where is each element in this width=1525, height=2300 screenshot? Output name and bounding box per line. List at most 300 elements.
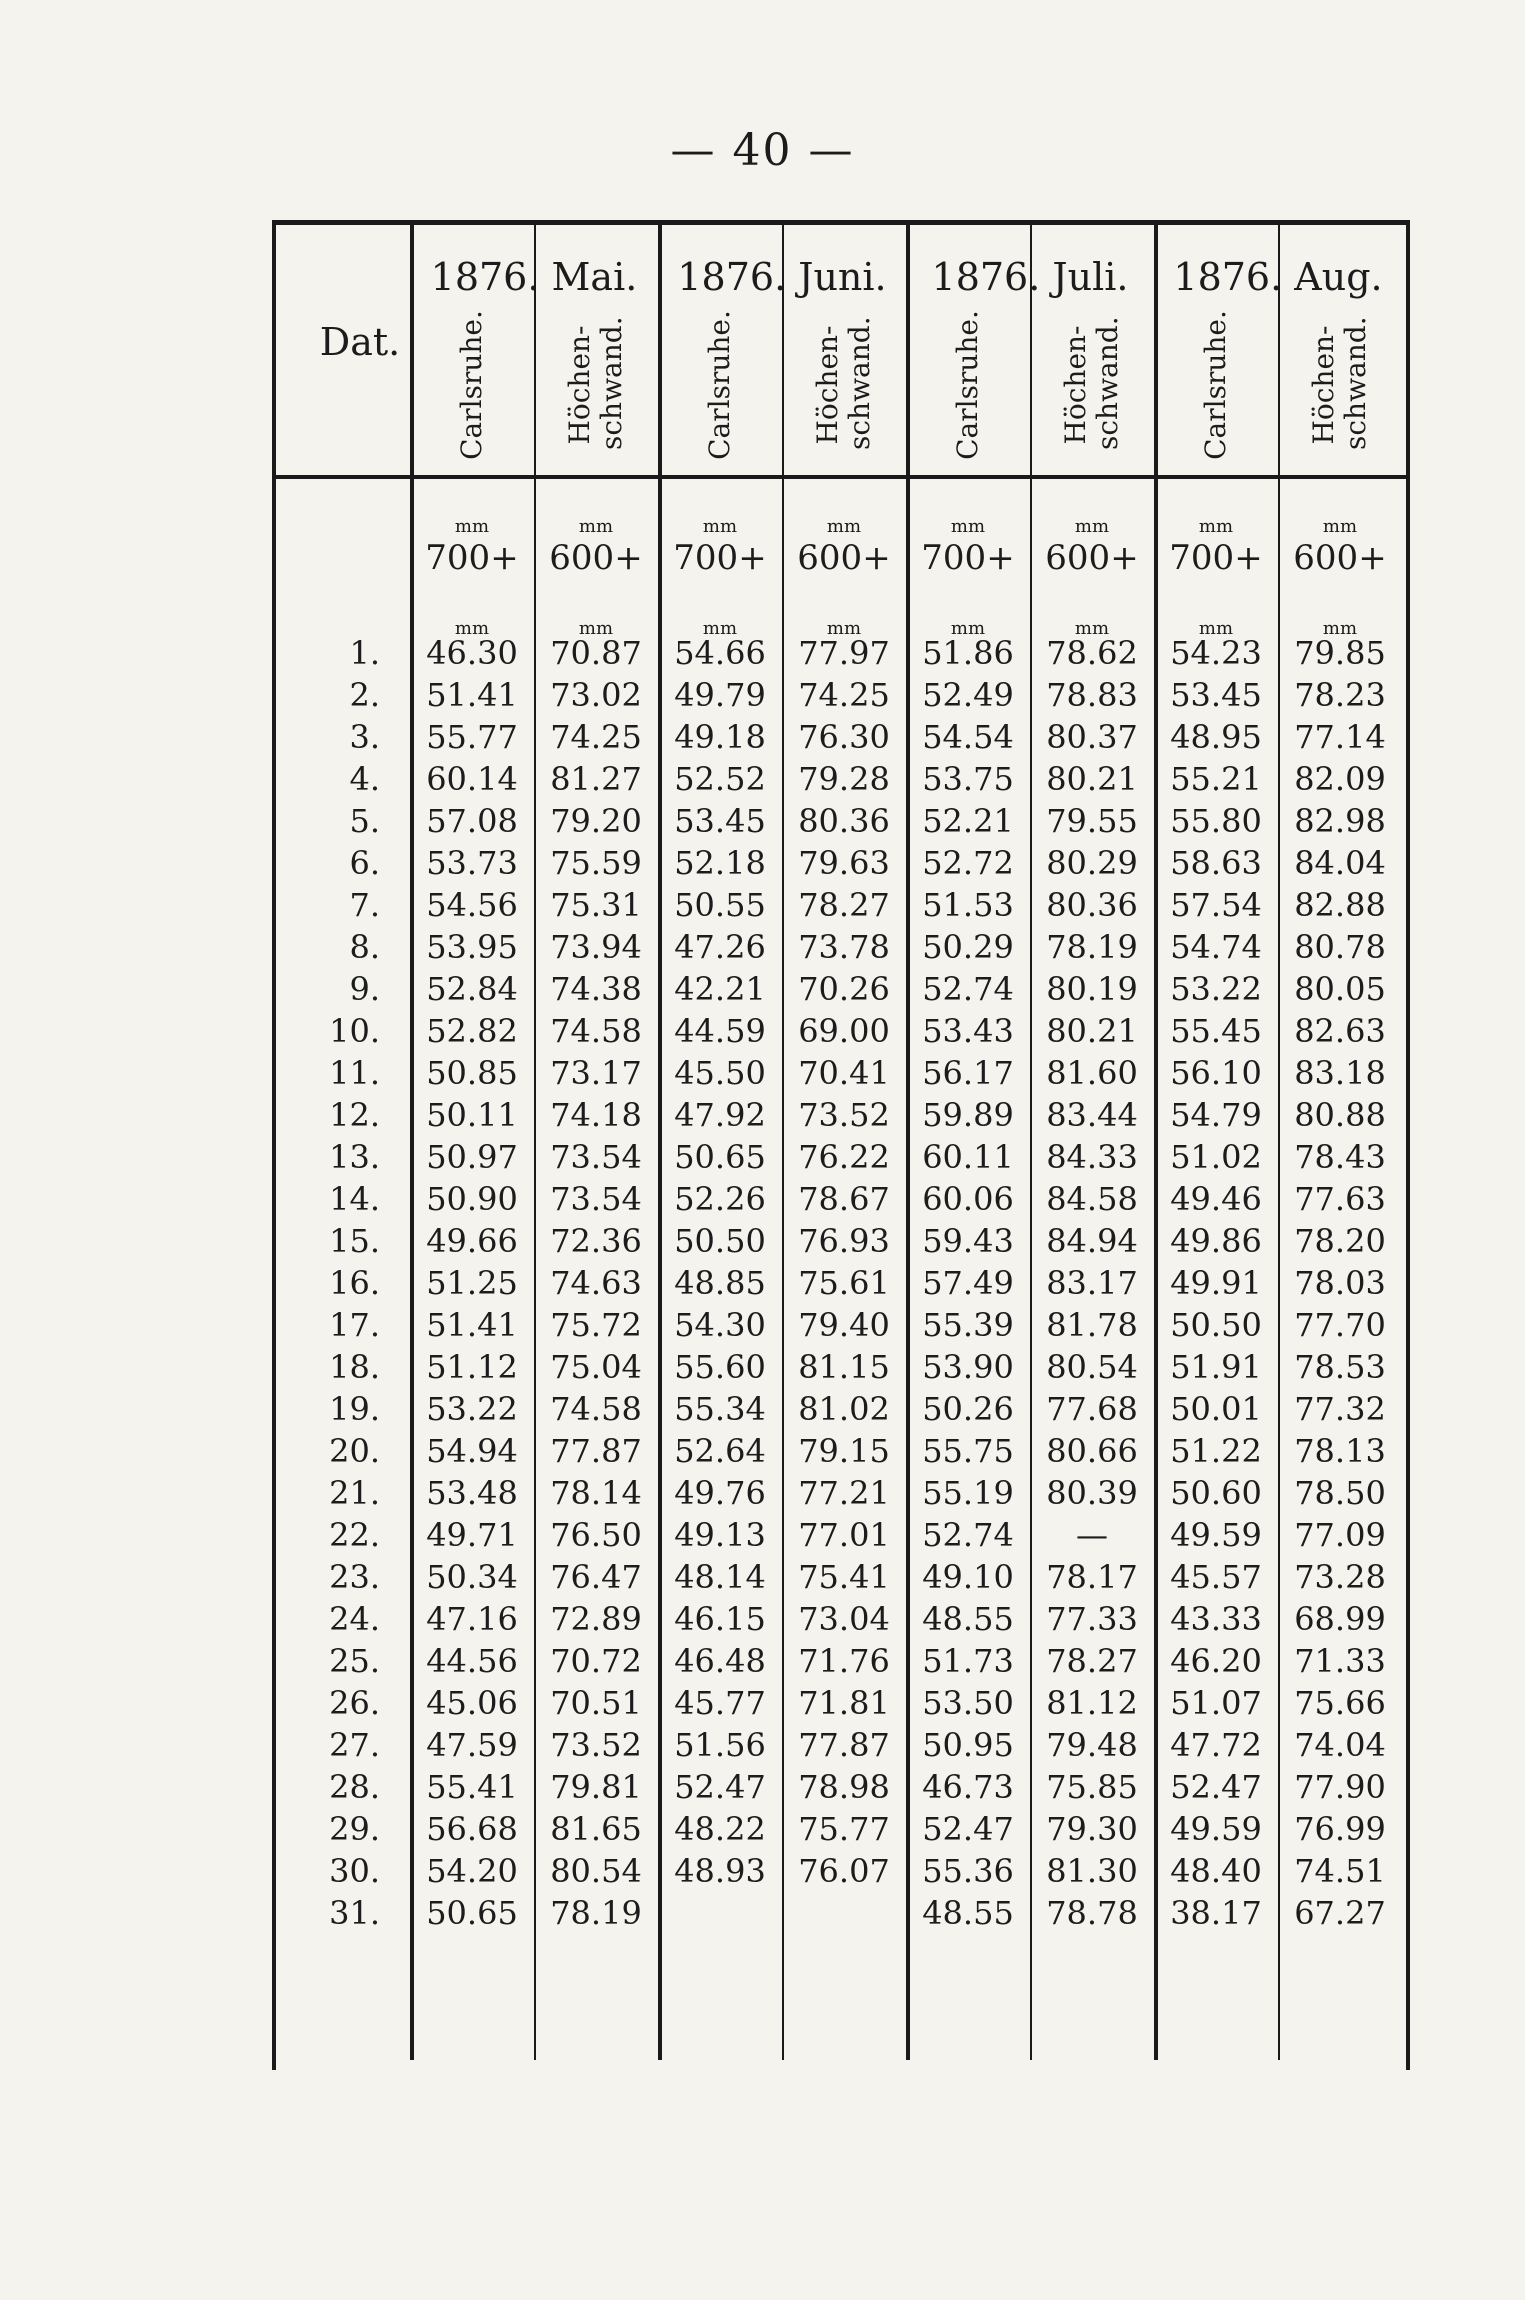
- table-cell: 57.08: [426, 802, 518, 840]
- table-cell: 81.15: [798, 1348, 890, 1386]
- table-cell: 81.12: [1046, 1684, 1138, 1722]
- table-cell: 75.72: [550, 1306, 642, 1344]
- table-cell: 78.67: [798, 1180, 890, 1218]
- table-cell: 79.85: [1294, 634, 1386, 672]
- table-cell: 44.56: [426, 1642, 518, 1680]
- base-value: 700+: [425, 538, 519, 578]
- table-cell: 73.17: [550, 1054, 642, 1092]
- day-label: 28.: [329, 1768, 380, 1806]
- table-cell: 50.01: [1170, 1390, 1262, 1428]
- unit-mm: mm: [950, 618, 986, 639]
- table-cell: 72.89: [550, 1600, 642, 1638]
- table-cell: 77.01: [798, 1516, 890, 1554]
- unit-mm: mm: [1322, 516, 1358, 537]
- table-cell: 54.20: [426, 1852, 518, 1890]
- station-label: Carlsruhe.: [951, 310, 984, 460]
- table-cell: 79.40: [798, 1306, 890, 1344]
- table-cell: 49.71: [426, 1516, 518, 1554]
- base-value: 600+: [797, 538, 891, 578]
- table-cell: 45.06: [426, 1684, 518, 1722]
- table-cell: 80.66: [1046, 1432, 1138, 1470]
- station-header: [782, 300, 906, 470]
- table-cell: 79.55: [1046, 802, 1138, 840]
- table-cell: 56.68: [426, 1810, 518, 1848]
- table-cell: 70.41: [798, 1054, 890, 1092]
- unit-mm: mm: [1198, 516, 1234, 537]
- table-cell: 52.52: [674, 760, 766, 798]
- day-label: 5.: [349, 802, 380, 840]
- table-cell: 49.86: [1170, 1222, 1262, 1260]
- table-cell: 52.74: [922, 970, 1014, 1008]
- day-label: 15.: [329, 1222, 380, 1260]
- unit-mm: mm: [1074, 618, 1110, 639]
- table-cell: 52.47: [1170, 1768, 1262, 1806]
- table-cell: 55.41: [426, 1768, 518, 1806]
- table-cell: 49.59: [1170, 1810, 1262, 1848]
- table-cell: 51.25: [426, 1264, 518, 1302]
- table-cell: 47.72: [1170, 1726, 1262, 1764]
- table-cell: 53.48: [426, 1474, 518, 1512]
- table-cell: 50.85: [426, 1054, 518, 1092]
- table-cell: 74.25: [550, 718, 642, 756]
- unit-mm: mm: [826, 516, 862, 537]
- table-cell: 75.59: [550, 844, 642, 882]
- station-label: Carlsruhe.: [703, 310, 736, 460]
- table-cell: 77.87: [550, 1432, 642, 1470]
- table-cell: 77.63: [1294, 1180, 1386, 1218]
- station-header: [534, 300, 658, 470]
- table-cell: 48.85: [674, 1264, 766, 1302]
- table-cell: 52.72: [922, 844, 1014, 882]
- table-cell: 55.39: [922, 1306, 1014, 1344]
- table-cell: 75.61: [798, 1264, 890, 1302]
- table-cell: 79.81: [550, 1768, 642, 1806]
- table-cell: 78.62: [1046, 634, 1138, 672]
- table-cell: 45.77: [674, 1684, 766, 1722]
- table-cell: 50.26: [922, 1390, 1014, 1428]
- table-cell: 80.36: [1046, 886, 1138, 924]
- table-cell: 75.85: [1046, 1768, 1138, 1806]
- base-value: 600+: [549, 538, 643, 578]
- table-cell: 56.17: [922, 1054, 1014, 1092]
- table-cell: 73.94: [550, 928, 642, 966]
- table-cell: 70.26: [798, 970, 890, 1008]
- table-cell: 81.65: [550, 1810, 642, 1848]
- table-cell: 49.46: [1170, 1180, 1262, 1218]
- table-cell: 45.50: [674, 1054, 766, 1092]
- table-cell: 78.83: [1046, 676, 1138, 714]
- base-value: 700+: [673, 538, 767, 578]
- table-cell: 71.76: [798, 1642, 890, 1680]
- table-cell: 73.54: [550, 1138, 642, 1176]
- table-cell: 52.84: [426, 970, 518, 1008]
- unit-cell: [782, 518, 906, 580]
- table-cell: 76.50: [550, 1516, 642, 1554]
- table-cell: 57.49: [922, 1264, 1014, 1302]
- table-cell: 48.55: [922, 1600, 1014, 1638]
- table-cell: 78.43: [1294, 1138, 1386, 1176]
- table-cell: 78.20: [1294, 1222, 1386, 1260]
- table-cell: 81.78: [1046, 1306, 1138, 1344]
- day-label: 4.: [349, 760, 380, 798]
- day-label: 30.: [329, 1852, 380, 1890]
- table-cell: 50.11: [426, 1096, 518, 1134]
- table-cell: 55.60: [674, 1348, 766, 1386]
- day-label: 27.: [329, 1726, 380, 1764]
- table-cell: 47.92: [674, 1096, 766, 1134]
- table-cell: —: [1076, 1516, 1108, 1554]
- table-cell: 74.18: [550, 1096, 642, 1134]
- unit-cell: [1278, 518, 1402, 580]
- unit-mm: mm: [950, 516, 986, 537]
- table-cell: 80.05: [1294, 970, 1386, 1008]
- unit-mm: mm: [702, 618, 738, 639]
- day-label: 1.: [349, 634, 380, 672]
- unit-cell: [906, 518, 1030, 580]
- table-cell: 74.38: [550, 970, 642, 1008]
- table-cell: 78.23: [1294, 676, 1386, 714]
- table-cell: 71.81: [798, 1684, 890, 1722]
- table-cell: 46.73: [922, 1768, 1014, 1806]
- table-cell: 55.21: [1170, 760, 1262, 798]
- unit-mm: mm: [454, 516, 490, 537]
- table-cell: 70.51: [550, 1684, 642, 1722]
- table-cell: 48.93: [674, 1852, 766, 1890]
- table-cell: 55.80: [1170, 802, 1262, 840]
- table-cell: 78.27: [798, 886, 890, 924]
- table-cell: 84.33: [1046, 1138, 1138, 1176]
- table-cell: 83.18: [1294, 1054, 1386, 1092]
- station-header: [658, 300, 782, 470]
- table-cell: 77.87: [798, 1726, 890, 1764]
- table-cell: 76.47: [550, 1558, 642, 1596]
- table-cell: 53.73: [426, 844, 518, 882]
- table-cell: 84.04: [1294, 844, 1386, 882]
- base-value: 700+: [1169, 538, 1263, 578]
- station-label: Höchen-schwand.: [1307, 316, 1372, 450]
- station-label: Höchen-schwand.: [1059, 316, 1124, 450]
- table-cell: 50.97: [426, 1138, 518, 1176]
- header-separator: [272, 475, 1406, 479]
- table-cell: 46.30: [426, 634, 518, 672]
- table-cell: 54.94: [426, 1432, 518, 1470]
- month-header-juni: 1876. Juni.: [677, 255, 887, 299]
- table-cell: 47.16: [426, 1600, 518, 1638]
- day-label: 12.: [329, 1096, 380, 1134]
- station-label: Höchen-schwand.: [811, 316, 876, 450]
- day-label: 20.: [329, 1432, 380, 1470]
- table-cell: 76.07: [798, 1852, 890, 1890]
- table-cell: 80.39: [1046, 1474, 1138, 1512]
- month-header-juli: 1876. Juli.: [931, 255, 1129, 299]
- table-cell: 72.36: [550, 1222, 642, 1260]
- table-cell: 53.22: [426, 1390, 518, 1428]
- day-label: 22.: [329, 1516, 380, 1554]
- table-cell: 49.79: [674, 676, 766, 714]
- table-cell: 50.95: [922, 1726, 1014, 1764]
- table-cell: 54.56: [426, 886, 518, 924]
- table-cell: 59.89: [922, 1096, 1014, 1134]
- day-label: 24.: [329, 1600, 380, 1638]
- table-cell: 75.77: [798, 1810, 890, 1848]
- table-cell: 53.45: [674, 802, 766, 840]
- table-cell: 77.32: [1294, 1390, 1386, 1428]
- table-cell: 78.13: [1294, 1432, 1386, 1470]
- table-cell: 77.97: [798, 634, 890, 672]
- table-cell: 82.09: [1294, 760, 1386, 798]
- table-cell: 46.20: [1170, 1642, 1262, 1680]
- station-label: Carlsruhe.: [455, 310, 488, 460]
- table-cell: 56.10: [1170, 1054, 1262, 1092]
- unit-mm: mm: [578, 618, 614, 639]
- table-cell: 80.78: [1294, 928, 1386, 966]
- base-value: 700+: [921, 538, 1015, 578]
- table-cell: 79.63: [798, 844, 890, 882]
- table-cell: 54.79: [1170, 1096, 1262, 1134]
- unit-mm: mm: [702, 516, 738, 537]
- table-cell: 47.59: [426, 1726, 518, 1764]
- month-header-mai: 1876. Mai.: [430, 255, 638, 299]
- unit-mm: mm: [1074, 516, 1110, 537]
- table-cell: 49.66: [426, 1222, 518, 1260]
- table-cell: 83.44: [1046, 1096, 1138, 1134]
- table-cell: 53.45: [1170, 676, 1262, 714]
- table-cell: 52.74: [922, 1516, 1014, 1554]
- table-cell: 45.57: [1170, 1558, 1262, 1596]
- table-cell: 46.15: [674, 1600, 766, 1638]
- table-cell: 70.87: [550, 634, 642, 672]
- table-cell: 75.31: [550, 886, 642, 924]
- table-cell: 77.09: [1294, 1516, 1386, 1554]
- table-cell: 67.27: [1294, 1894, 1386, 1932]
- table-cell: 78.98: [798, 1768, 890, 1806]
- table-cell: 74.58: [550, 1012, 642, 1050]
- day-label: 17.: [329, 1306, 380, 1344]
- table-cell: 55.36: [922, 1852, 1014, 1890]
- table-cell: 49.91: [1170, 1264, 1262, 1302]
- table-cell: 58.63: [1170, 844, 1262, 882]
- table-cell: 53.22: [1170, 970, 1262, 1008]
- table-cell: 84.58: [1046, 1180, 1138, 1218]
- unit-cell: [1154, 518, 1278, 580]
- table-cell: 51.41: [426, 676, 518, 714]
- table-cell: 77.21: [798, 1474, 890, 1512]
- table-cell: 78.27: [1046, 1642, 1138, 1680]
- table-cell: 50.34: [426, 1558, 518, 1596]
- table-cell: 54.23: [1170, 634, 1262, 672]
- table-cell: 51.91: [1170, 1348, 1262, 1386]
- table-cell: 53.50: [922, 1684, 1014, 1722]
- unit-mm: mm: [1322, 618, 1358, 639]
- station-header: [1030, 300, 1154, 470]
- table-cell: 51.73: [922, 1642, 1014, 1680]
- table-cell: 51.07: [1170, 1684, 1262, 1722]
- table-cell: 73.78: [798, 928, 890, 966]
- table-cell: 74.04: [1294, 1726, 1386, 1764]
- table-cell: 82.63: [1294, 1012, 1386, 1050]
- table-cell: 73.52: [798, 1096, 890, 1134]
- table-cell: 80.29: [1046, 844, 1138, 882]
- table-cell: 73.52: [550, 1726, 642, 1764]
- table-cell: 80.54: [1046, 1348, 1138, 1386]
- table-cell: 51.02: [1170, 1138, 1262, 1176]
- table-cell: 55.45: [1170, 1012, 1262, 1050]
- table-cell: 52.21: [922, 802, 1014, 840]
- table-cell: 79.28: [798, 760, 890, 798]
- table-cell: 80.54: [550, 1852, 642, 1890]
- table-cell: 78.50: [1294, 1474, 1386, 1512]
- station-header: [906, 300, 1030, 470]
- base-value: 600+: [1293, 538, 1387, 578]
- table-cell: 73.02: [550, 676, 642, 714]
- table-cell: 42.21: [674, 970, 766, 1008]
- table-cell: 53.90: [922, 1348, 1014, 1386]
- table-cell: 57.54: [1170, 886, 1262, 924]
- table-cell: 50.60: [1170, 1474, 1262, 1512]
- table-cell: 80.19: [1046, 970, 1138, 1008]
- table-cell: 48.22: [674, 1810, 766, 1848]
- table-cell: 52.64: [674, 1432, 766, 1470]
- table-cell: 81.02: [798, 1390, 890, 1428]
- table-cell: 51.22: [1170, 1432, 1262, 1470]
- table-cell: 77.33: [1046, 1600, 1138, 1638]
- unit-mm: mm: [578, 516, 614, 537]
- table-cell: 77.90: [1294, 1768, 1386, 1806]
- table-cell: 51.41: [426, 1306, 518, 1344]
- unit-mm: mm: [826, 618, 862, 639]
- day-label: 2.: [349, 676, 380, 714]
- day-label: 8.: [349, 928, 380, 966]
- table-cell: 78.78: [1046, 1894, 1138, 1932]
- table-cell: 75.41: [798, 1558, 890, 1596]
- table-cell: 60.11: [922, 1138, 1014, 1176]
- table-cell: 50.29: [922, 928, 1014, 966]
- day-label: 7.: [349, 886, 380, 924]
- table-cell: 73.54: [550, 1180, 642, 1218]
- table-cell: 80.21: [1046, 1012, 1138, 1050]
- day-label: 23.: [329, 1558, 380, 1596]
- table-cell: 71.33: [1294, 1642, 1386, 1680]
- table-cell: 49.13: [674, 1516, 766, 1554]
- day-label: 9.: [349, 970, 380, 1008]
- table-cell: 51.12: [426, 1348, 518, 1386]
- table-cell: 76.30: [798, 718, 890, 756]
- table-cell: 75.66: [1294, 1684, 1386, 1722]
- table-cell: 53.43: [922, 1012, 1014, 1050]
- table-cell: 74.58: [550, 1390, 642, 1428]
- table-cell: 53.75: [922, 760, 1014, 798]
- table-cell: 84.94: [1046, 1222, 1138, 1260]
- table-cell: 50.50: [1170, 1306, 1262, 1344]
- table-cell: 49.18: [674, 718, 766, 756]
- table-cell: 74.25: [798, 676, 890, 714]
- table-cell: 82.98: [1294, 802, 1386, 840]
- table-cell: 76.22: [798, 1138, 890, 1176]
- table-cell: 52.47: [922, 1810, 1014, 1848]
- table-cell: 55.19: [922, 1474, 1014, 1512]
- month-header-aug: 1876. Aug.: [1173, 255, 1383, 299]
- table-cell: 55.75: [922, 1432, 1014, 1470]
- table-cell: 80.21: [1046, 760, 1138, 798]
- table-cell: 43.33: [1170, 1600, 1262, 1638]
- table-cell: 54.54: [922, 718, 1014, 756]
- station-header: [410, 300, 534, 470]
- table-cell: 77.14: [1294, 718, 1386, 756]
- table-cell: 53.95: [426, 928, 518, 966]
- table-cell: 50.65: [426, 1894, 518, 1932]
- unit-cell: [658, 518, 782, 580]
- day-label: 16.: [329, 1264, 380, 1302]
- station-header: [1278, 300, 1402, 470]
- table-cell: 50.50: [674, 1222, 766, 1260]
- table-cell: 49.10: [922, 1558, 1014, 1596]
- table-cell: 47.26: [674, 928, 766, 966]
- table-cell: 49.59: [1170, 1516, 1262, 1554]
- table-cell: 55.34: [674, 1390, 766, 1428]
- table-cell: 81.60: [1046, 1054, 1138, 1092]
- table-cell: 68.99: [1294, 1600, 1386, 1638]
- table-cell: 49.76: [674, 1474, 766, 1512]
- table-cell: 52.18: [674, 844, 766, 882]
- day-label: 25.: [329, 1642, 380, 1680]
- table-cell: 51.86: [922, 634, 1014, 672]
- table-cell: 79.20: [550, 802, 642, 840]
- station-header: [1154, 300, 1278, 470]
- day-label: 3.: [349, 718, 380, 756]
- table-cell: 50.55: [674, 886, 766, 924]
- table-cell: 51.56: [674, 1726, 766, 1764]
- base-value: 600+: [1045, 538, 1139, 578]
- unit-cell: [1030, 518, 1154, 580]
- table-cell: 82.88: [1294, 886, 1386, 924]
- day-label: 19.: [329, 1390, 380, 1428]
- table-cell: 69.00: [798, 1012, 890, 1050]
- day-label: 31.: [329, 1894, 380, 1932]
- table-cell: 51.53: [922, 886, 1014, 924]
- unit-cell: [410, 518, 534, 580]
- table-cell: 75.04: [550, 1348, 642, 1386]
- unit-cell: [534, 518, 658, 580]
- table-cell: 79.15: [798, 1432, 890, 1470]
- day-label: 11.: [329, 1054, 380, 1092]
- table-cell: 81.30: [1046, 1852, 1138, 1890]
- table-cell: 52.47: [674, 1768, 766, 1806]
- table-cell: 54.74: [1170, 928, 1262, 966]
- table-cell: 73.28: [1294, 1558, 1386, 1596]
- table-cell: 50.65: [674, 1138, 766, 1176]
- table-cell: 80.36: [798, 802, 890, 840]
- day-label: 26.: [329, 1684, 380, 1722]
- day-label: 29.: [329, 1810, 380, 1848]
- table-cell: 79.48: [1046, 1726, 1138, 1764]
- table-cell: 50.90: [426, 1180, 518, 1218]
- table-cell: 77.70: [1294, 1306, 1386, 1344]
- day-label: 6.: [349, 844, 380, 882]
- table-cell: 52.49: [922, 676, 1014, 714]
- table-cell: 78.19: [550, 1894, 642, 1932]
- table-cell: 73.04: [798, 1600, 890, 1638]
- table-cell: 78.53: [1294, 1348, 1386, 1386]
- table-cell: 59.43: [922, 1222, 1014, 1260]
- table-cell: 44.59: [674, 1012, 766, 1050]
- table-cell: 48.95: [1170, 718, 1262, 756]
- day-label: 21.: [329, 1474, 380, 1512]
- table-cell: 79.30: [1046, 1810, 1138, 1848]
- table-cell: 48.14: [674, 1558, 766, 1596]
- table-cell: 70.72: [550, 1642, 642, 1680]
- date-column-header: Dat.: [319, 320, 401, 364]
- table-cell: 54.30: [674, 1306, 766, 1344]
